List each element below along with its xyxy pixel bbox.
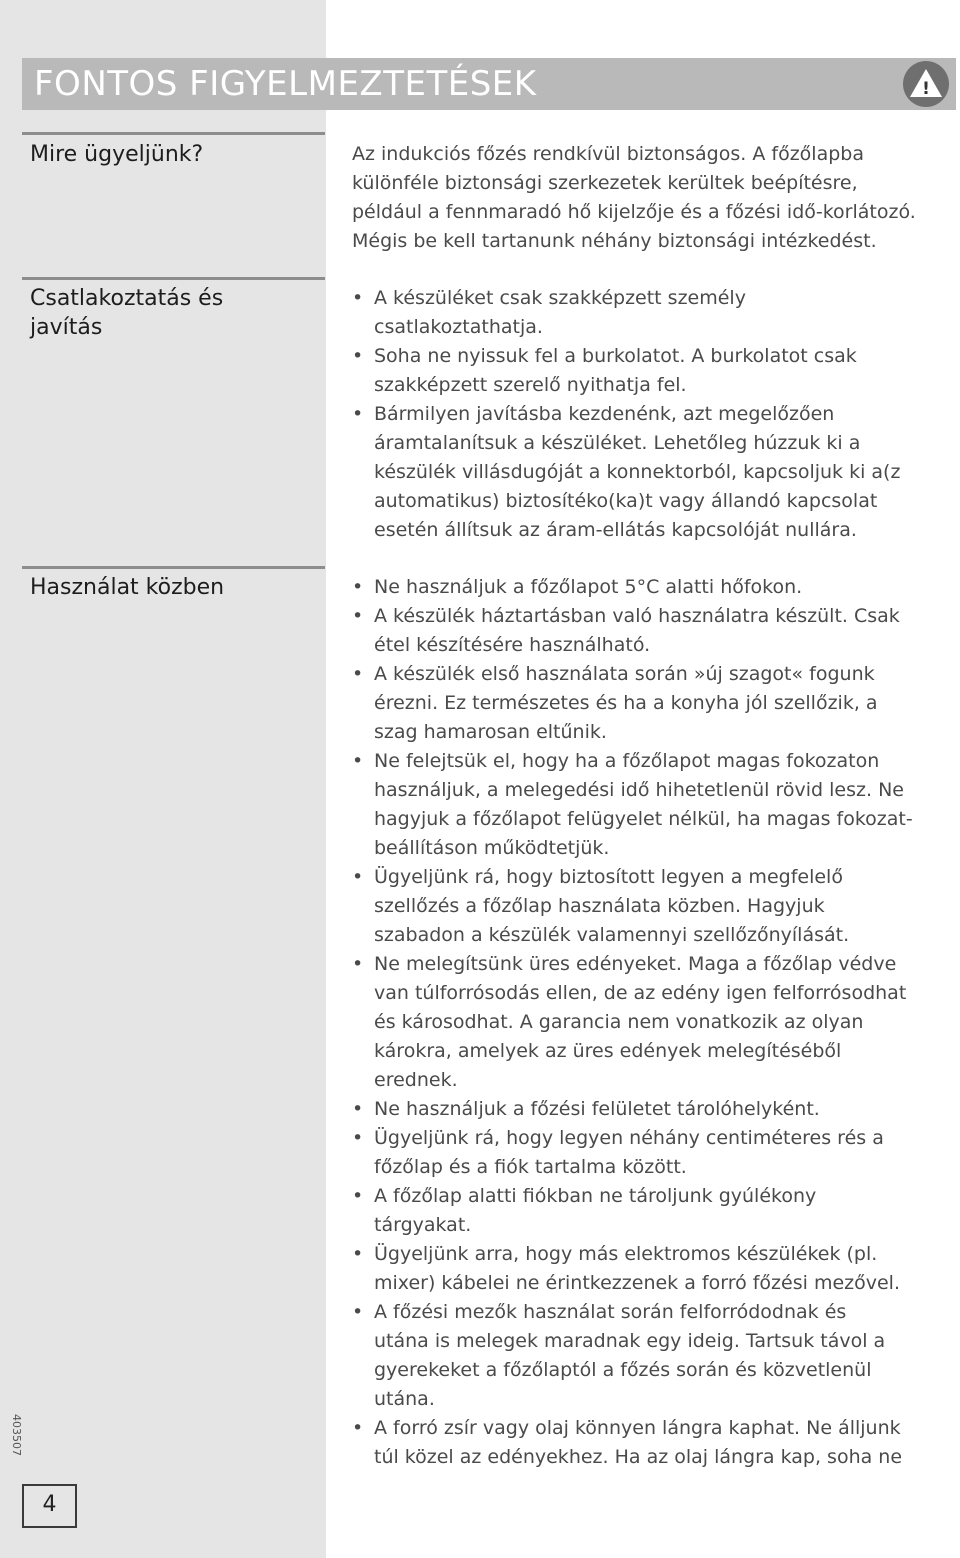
bullet-dot: •: [352, 287, 364, 309]
bullet-dot: •: [352, 345, 364, 367]
bullet-dot: •: [352, 750, 364, 772]
section-label-hasznalat-kozben: Használat közben: [30, 575, 225, 600]
section-label-mire-ugyeljunk: Mire ügyeljünk?: [30, 142, 204, 167]
section-label-csatlakoztatas: [30, 284, 223, 342]
list-item: • A főzőlap alatti fiókban ne tároljunk gyúlékony tárgyakat.: [352, 1182, 956, 1240]
list-item: • Ügyeljünk rá, hogy legyen néhány centiméteres rés a főzőlap és a fiók tartalma között.: [352, 1124, 956, 1182]
section-label-line: javítás: [30, 315, 103, 340]
paragraph-line: például a fennmaradó hő kijelzője és a főzési idő-korlátozó.: [352, 201, 916, 223]
section-label-line: Csatlakoztatás és: [30, 286, 224, 311]
bullet-dot: •: [352, 953, 364, 975]
list-item: • Ne használjuk a főzési felületet tárolóhelyként.: [352, 1095, 956, 1124]
page-number: 4: [42, 1492, 57, 1517]
usage-bullet-list: [352, 573, 956, 1472]
section-header: [22, 58, 956, 110]
list-item: • A készülék első használata során »új szagot« fogunk érezni. Ez természetes és ha a konyha jól szellőzik, a szag hamarosan eltűnik.: [352, 660, 956, 747]
paragraph-line: Az indukciós főzés rendkívül biztonságos. A főzőlapba: [352, 143, 864, 165]
document-code: 403507: [10, 1414, 23, 1456]
paragraph-line: különféle biztonsági szerkezetek kerültek beépítésre,: [352, 172, 858, 194]
list-item: • A főzési mezők használat során felforródodnak és utána is melegek maradnak egy ideig. Tartsuk távol a gyerekeket a főzőlaptól a főzés során és közvetlenül utána.: [352, 1298, 956, 1414]
left-margin-band: [0, 0, 326, 1558]
section-divider: [22, 277, 325, 280]
list-item: • Ügyeljünk arra, hogy más elektromos készülékek (pl. mixer) kábelei ne érintkezzenek a forró főzési mezővel.: [352, 1240, 956, 1298]
bullet-dot: •: [352, 403, 364, 425]
list-item: • Ügyeljünk rá, hogy biztosított legyen a megfelelő szellőzés a főzőlap használata közben. Hagyjuk szabadon a készülék valamennyi szellőzőnyílását.: [352, 863, 956, 950]
section-divider: [22, 132, 325, 135]
page-title: FONTOS FIGYELMEZTETÉSEK: [34, 64, 537, 104]
bullet-dot: •: [352, 576, 364, 598]
bullet-dot: •: [352, 1301, 364, 1323]
intro-paragraph: [352, 140, 952, 256]
bullet-dot: •: [352, 1098, 364, 1120]
warning-exclamation: !: [922, 79, 930, 99]
bullet-dot: •: [352, 1185, 364, 1207]
warning-triangle-icon: [902, 60, 950, 108]
bullet-dot: •: [352, 1243, 364, 1265]
bullet-dot: •: [352, 663, 364, 685]
list-item: • A készüléket csak szakképzett személy csatlakoztathatja.: [352, 284, 956, 342]
list-item: • A készülék háztartásban való használatra készült. Csak étel készítésére használható.: [352, 602, 956, 660]
list-item: • Ne melegítsünk üres edényeket. Maga a főzőlap védve van túlforrósodás ellen, de az edény igen felforrósodhat és károsodhat. A garancia nem vonatkozik az olyan károkra, amelyek az üres edények melegítéséből erednek.: [352, 950, 956, 1095]
bullet-dot: •: [352, 866, 364, 888]
bullet-dot: •: [352, 605, 364, 627]
bullet-dot: •: [352, 1417, 364, 1439]
list-item: • Ne felejtsük el, hogy ha a főzőlapot magas fokozaton használjuk, a melegedési idő hihetetlenül rövid lesz. Ne hagyjuk a főzőlapot felügyelet nélkül, ha magas fokozat- beállításon működtetjük.: [352, 747, 956, 863]
connection-bullet-list: [352, 284, 956, 545]
list-item: • Soha ne nyissuk fel a burkolatot. A burkolatot csak szakképzett szerelő nyithatja fel.: [352, 342, 956, 400]
list-item: • Ne használjuk a főzőlapot 5°C alatti hőfokon.: [352, 573, 956, 602]
paragraph-line: Mégis be kell tartanunk néhány biztonsági intézkedést.: [352, 230, 877, 252]
page-number-box: [22, 1484, 77, 1528]
bullet-dot: •: [352, 1127, 364, 1149]
list-item: • Bármilyen javításba kezdenénk, azt megelőzően áramtalanítsuk a készüléket. Lehetőleg húzzuk ki a készülék villásdugóját a konnektorból, kapcsoljuk ki a(z automatikus) biztosítéko(ka)t vagy állandó kapcsolat esetén állítsuk az áram-ellátás kapcsolóját nullára.: [352, 400, 956, 545]
section-divider: [22, 566, 325, 569]
list-item: • A forró zsír vagy olaj könnyen lángra kaphat. Ne álljunk túl közel az edényekhez. Ha az olaj lángra kap, soha ne: [352, 1414, 956, 1472]
